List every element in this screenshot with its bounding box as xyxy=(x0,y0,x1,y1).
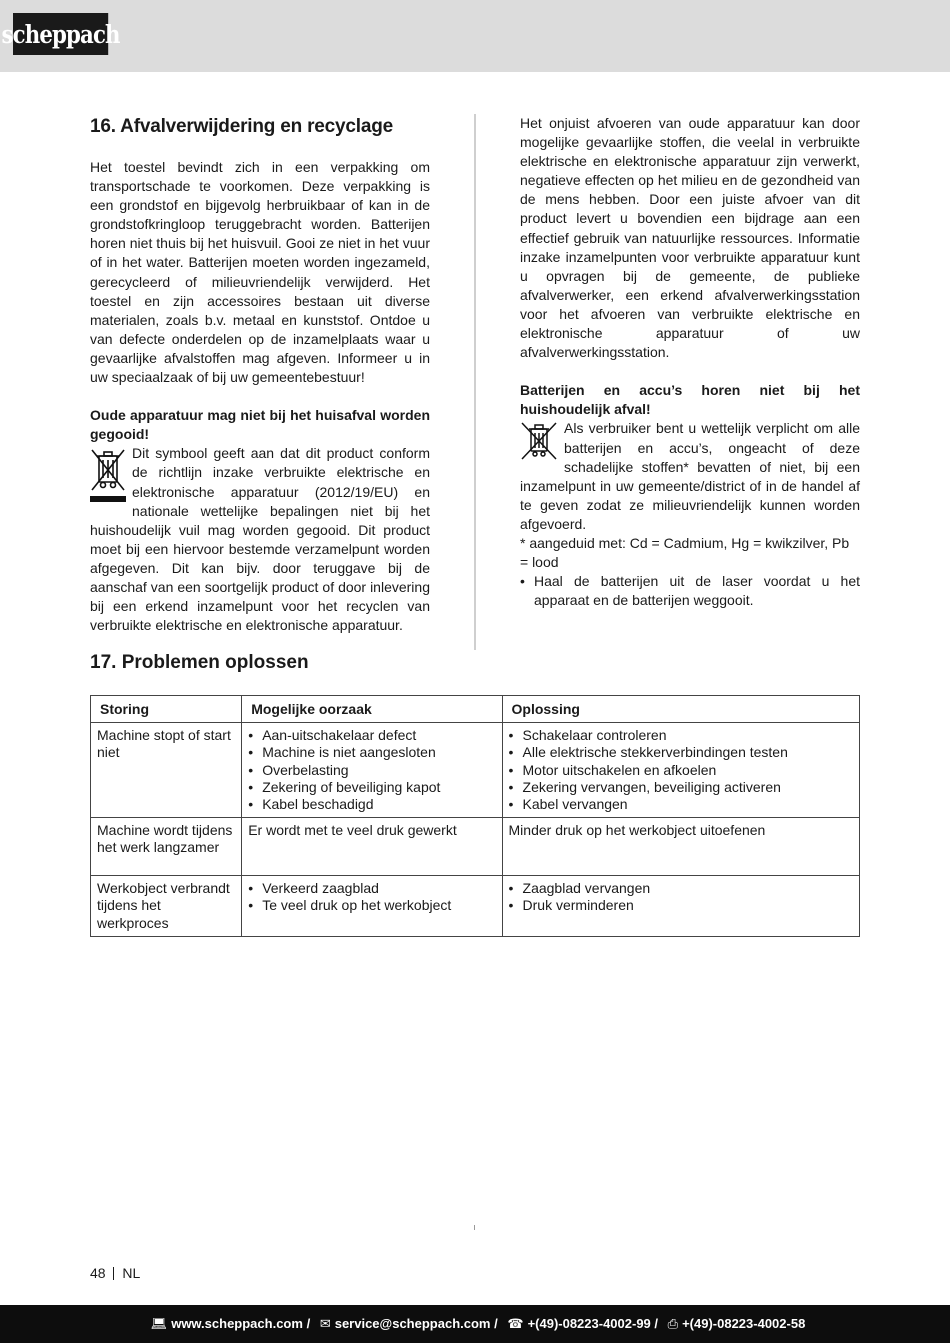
battery-block xyxy=(520,419,860,534)
troubleshooting-table xyxy=(90,695,860,937)
footer-bar xyxy=(0,1305,950,1343)
left-column xyxy=(90,114,430,635)
footer-sep: / xyxy=(306,1316,311,1331)
solution-cell xyxy=(502,723,859,818)
header-oplossing: Oplossing xyxy=(502,696,859,723)
fax-icon: ⎙ xyxy=(667,1316,679,1331)
old-equipment-heading: Oude apparatuur mag niet bij het huisafval worden gegooid! xyxy=(90,407,430,443)
list-item: • Overbelasting xyxy=(248,762,495,779)
right-column xyxy=(520,114,860,610)
improper-disposal-text: Het onjuist afvoeren van oude apparatuur kan door mogelijke gevaarlijke stoffen, die veelal in verbruikte elektrische en elektronische apparatuur zijn verwerkt, negatieve effecten op het milieu en de gezondheid van de mens hebben. Door een juiste afvoer van dit product levert u bovendien een bijdrage aan een effectief gebruik van natuurlijke ressources. Informatie inzake inzamelpunten voor verbruikte apparatuur kunt u opvragen bij de gemeente, de publieke afvalverwerker, een erkend afvalverwerkingsstation voor het afvoeren van verbruikte elektrische en elektronische apparatuur of uw afvalverwerkingsstation. xyxy=(520,115,860,361)
column-divider xyxy=(474,114,476,650)
page-number-value: 48 xyxy=(90,1265,106,1281)
weee-symbol xyxy=(90,444,128,506)
weee-block xyxy=(90,444,430,635)
battery-bullets xyxy=(520,572,860,610)
table-row xyxy=(91,876,860,937)
page-language: NL xyxy=(122,1265,141,1281)
table-row xyxy=(91,818,860,876)
list-item: • Zaagblad vervangen xyxy=(509,880,853,897)
footer-sep: / xyxy=(654,1316,659,1331)
computer-icon: 💻︎ xyxy=(150,1316,168,1331)
fault-cell: Werkobject verbrandt tijdens het werkproces xyxy=(91,876,242,937)
battery-symbol xyxy=(520,419,560,461)
header-oorzaak: Mogelijke oorzaak xyxy=(242,696,502,723)
crossed-bin-icon xyxy=(90,447,126,493)
table-row xyxy=(91,723,860,818)
scheppach-logo: scheppach xyxy=(13,13,108,55)
section-16-title: 16. Afvalverwijdering en recyclage xyxy=(90,116,393,137)
footer-contact xyxy=(145,1316,806,1332)
page-separator xyxy=(113,1267,114,1280)
battery-heading: Batterijen en accu’s horen niet bij het huishoudelijk afval! xyxy=(520,382,860,418)
list-item: • Machine is niet aangesloten xyxy=(248,744,495,761)
battery-footnote: * aangeduid met: Cd = Cadmium, Hg = kwikzilver, Pb = lood xyxy=(520,534,850,571)
center-mark xyxy=(474,1225,475,1230)
list-item: • Motor uitschakelen en afkoelen xyxy=(509,762,853,779)
footer-sep: / xyxy=(494,1316,498,1331)
list-item: • Kabel beschadigd xyxy=(248,796,495,813)
cause-cell xyxy=(242,723,502,818)
list-item: • Verkeerd zaagblad xyxy=(248,880,495,897)
weee-text: Dit symbool geeft aan dat dit product conform de richtlijn inzake verbruikte elektrische en elektronische apparatuur (2012/19/EU) en nationale wettelijke bepalingen niet bij het huishoudelijk vuil mag worden gegooid. Dit product moet bij een hiervoor bestemde verzamelpunt worden afgegeven. Dit kan bijv. door teruggave bij de aanschaf van een soortgelijk product of door inlevering bij een erkend inzamelpunt voor het recyclen van verbruikte elektrische en elektronische apparatuur. xyxy=(90,445,430,634)
page-number xyxy=(90,1265,140,1281)
weee-bar xyxy=(90,496,126,502)
cause-cell xyxy=(242,876,502,937)
footer-phone: +(49)-08223-4002-99 xyxy=(527,1316,651,1331)
table-header-row xyxy=(91,696,860,723)
fault-cell: Machine stopt of start niet xyxy=(91,723,242,818)
disposal-intro: Het toestel bevindt zich in een verpakking om transportschade te voorkomen. Deze verpakking is een grondstof en bijgevolg herbruikbaar of kan in de grondstofkringloop teruggebracht worden. Batterijen horen niet thuis bij het huisvuil. Gooi ze niet in het vuur of in het water. Batterijen moeten worden ingezameld, gerecycleerd of milieuvriendelijk verwijderd. Het toestel en zijn accessoires bestaan uit diverse materialen, zoals b.v. metaal en kunststof. Ontdoe u van defecte onderdelen op de inzamelplaats waar u gevaarlijke afvalstoffen mag afgeven. Informeer u in uw speciaalzaak of bij uw gemeentebestuur! xyxy=(90,159,430,386)
solution-cell xyxy=(502,876,859,937)
footer-fax: +(49)-08223-4002-58 xyxy=(682,1316,806,1331)
header-bar xyxy=(0,0,950,72)
list-item: • Zekering vervangen, beveiliging activeren xyxy=(509,779,853,796)
cause-cell: Er wordt met te veel druk gewerkt xyxy=(242,818,502,876)
list-item: • Alle elektrische stekkerverbindingen testen xyxy=(509,744,853,761)
list-item: • Kabel vervangen xyxy=(509,796,853,813)
section-17-title: 17. Problemen oplossen xyxy=(90,652,309,673)
list-item: • Schakelaar controleren xyxy=(509,727,853,744)
header-storing: Storing xyxy=(91,696,242,723)
list-item: • Druk verminderen xyxy=(509,897,853,914)
list-item: • Haal de batterijen uit de laser voordat u het apparaat en de batterijen weggooit. xyxy=(520,572,860,610)
list-item: • Aan-uitschakelaar defect xyxy=(248,727,495,744)
footer-email[interactable]: service@scheppach.com xyxy=(334,1316,491,1331)
list-item: • Zekering of beveiliging kapot xyxy=(248,779,495,796)
battery-text: Als verbruiker bent u wettelijk verplicht om alle batterijen en accu’s, ongeacht of deze schadelijke stoffen* bevatten of niet, bij een inzamelpunt in uw gemeente/district of in de handel af te geven zodat ze milieuvriendelijk kunnen worden afgevoerd. xyxy=(520,420,860,532)
fault-cell: Machine wordt tijdens het werk langzamer xyxy=(91,818,242,876)
email-icon: ✉︎ xyxy=(319,1316,331,1331)
list-item: • Te veel druk op het werkobject xyxy=(248,897,495,914)
crossed-bin-icon xyxy=(520,421,558,461)
phone-icon: ☎︎ xyxy=(507,1316,524,1331)
footer-web[interactable]: www.scheppach.com xyxy=(171,1316,303,1331)
solution-cell: Minder druk op het werkobject uitoefenen xyxy=(502,818,859,876)
